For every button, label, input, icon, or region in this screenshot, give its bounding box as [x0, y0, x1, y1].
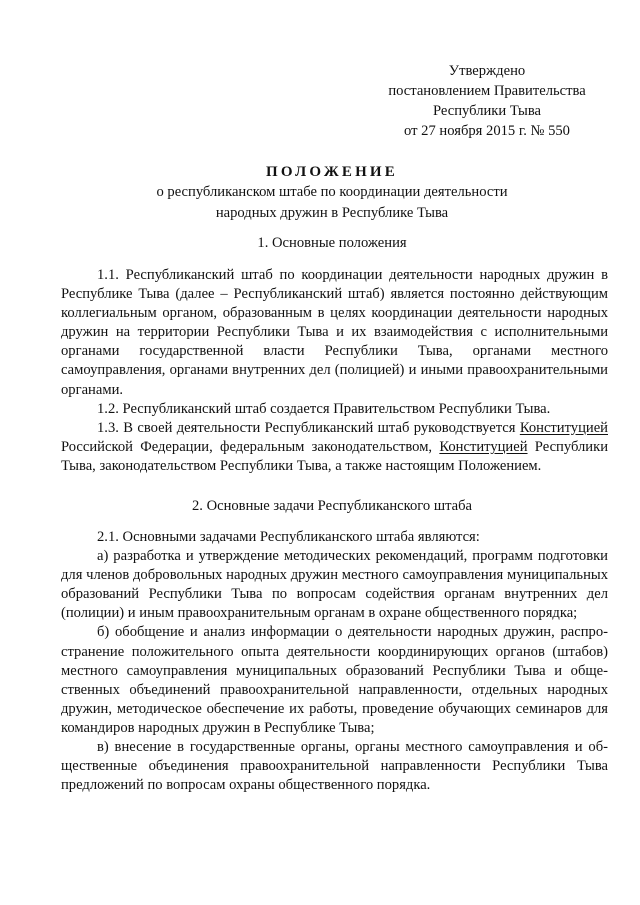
- paragraph-1-3-text-middle: Российской Федерации, федеральным законодательством,: [61, 438, 440, 455]
- approval-stamp: [367, 61, 607, 141]
- paragraph-1-3-text-start: 1.3. В своей деятельности Республиканский штаб руководствуется: [97, 419, 520, 436]
- document-title: ПОЛОЖЕНИЕ: [265, 164, 399, 180]
- paragraph-1-2: 1.2. Республиканский штаб создается Правительством Республики Тыва.: [97, 400, 551, 417]
- approval-line-approved: Утверждено: [448, 63, 526, 79]
- approval-line-resolution: постановлением Правительства: [388, 83, 586, 99]
- paragraph-1-1: 1.1. Республиканский штаб по координации деятельности народных дружин в Республике Тыва (далее – Республиканский штаб) является постоянно действующим коллегиальным органом, образованным в целях координации деятельности народных дружин на территории Республики Тыва и их взаимодействия с исполнительными органами государственной власти Республики Тыва, органами местного самоуправления, органами внутренних дел (полицией) и иными правоохранительными органами.: [61, 267, 608, 398]
- constitution-rf-link[interactable]: Конституцией: [519, 419, 608, 436]
- approval-line-date: от 27 ноября 2015 г. № 550: [404, 123, 570, 139]
- paragraph-2-1-b: б) обобщение и анализ информации о деятельности народных дружин, распространение положительного опыта деятельности координирующих органов (штабов) местного самоуправления муниципальных образований Республики Тыва и общественных объединений правоохранительной направленности, отдельных народных дружин, методическое обеспечение их работы, проведение обучающих семинаров для командиров народных дружин в Республике Тыва;: [61, 624, 608, 736]
- paragraph-2-1-a: а) разработка и утверждение методических рекомендаций, программ подготовки для членов добровольных народных дружин местного самоуправления муниципальных образований Республики Тыва по вопросам содействия органам внутренних дел (полиции) и иным правоохранительным органам в охране общественного порядка;: [61, 548, 608, 622]
- approval-line-republic: Республики Тыва: [432, 103, 542, 119]
- paragraph-1-3-text-end: Республики Тыва, законодательством Республики Тыва, а также настоящим Положением.: [61, 438, 609, 474]
- constitution-tyva-link[interactable]: Конституцией: [439, 438, 528, 455]
- section-1-heading: 1. Основные положения: [257, 235, 407, 251]
- paragraph-1-3: [61, 419, 608, 476]
- section-1-body: [61, 266, 608, 476]
- subtitle-line-1: о республиканском штабе по координации деятельности: [156, 184, 508, 200]
- section-2-heading: 2. Основные задачи Республиканского штаба: [191, 498, 473, 514]
- document-subtitle: [0, 182, 640, 224]
- section-2-body: [61, 528, 608, 795]
- paragraph-2-1: 2.1. Основными задачами Республиканского штаба являются:: [97, 529, 480, 545]
- subtitle-line-2: народных дружин в Республике Тыва: [215, 205, 449, 221]
- paragraph-2-1-c: в) внесение в государственные органы, органы местного самоуправления и общественные объединения правоохранительной направленности Республики Тыва предложений по вопросам охраны общественного порядка.: [61, 739, 608, 794]
